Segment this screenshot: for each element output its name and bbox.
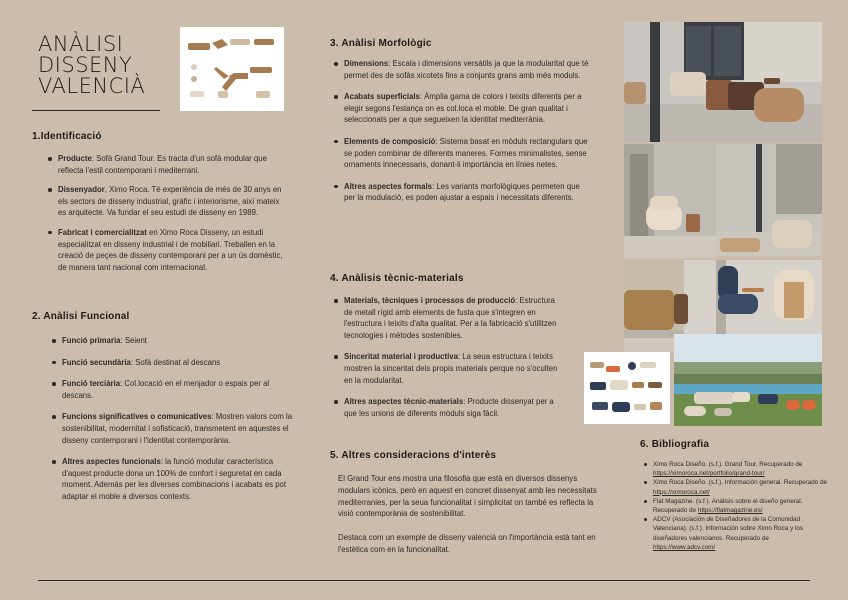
bibliography-link[interactable]: https://ximoroca.net/portfolio/grand-tour/ xyxy=(653,470,765,478)
title-line-2: DISSENY xyxy=(38,53,133,77)
section-funcional-heading: 2. Anàlisi Funcional xyxy=(32,311,130,322)
list-item: Funcions significatives o comunicatives: Mostren valors com la sostenibilitat, modernitat i sofisticació, transmetent en aquestes el disseny contemporani i l'identitat contemporània. xyxy=(52,411,294,446)
list-item: Elements de composició: Sistema basat en mòduls rectangulars que se poden combinar de diferents maneres. Formes minimalistes, sense ornaments innecessaris, donant-li importància en línies netes. xyxy=(334,136,592,171)
list-item: Ximo Roca Diseño. (s.f.). Grand Tour. Recuperado de https://ximoroca.net/portfolio/grand-tour/ xyxy=(644,460,830,478)
list-item: Acabats superficials: Àmplia gama de colors i teixits diferents per a elegir segons l'estança on es col.loca el moble. De gran qualitat i seleccionats per a que segueixen la identitat mediterrània. xyxy=(334,91,592,126)
list-item: Funció secundària: Sofà destinat al descans xyxy=(52,357,294,369)
section-identificacio-heading: 1.Identificació xyxy=(32,131,102,142)
consideracions-paragraph-1: El Grand Tour ens mostra una filosofia que està en diversos dissenys modulars icònics, però en aquest en concret dissenyat amb les necessitats mediterranies, per la seua funcionalitat i simplicitat on també es reflecta la visió contemporània de sostenibilitat. xyxy=(338,474,597,519)
list-item: Funció primaria: Seient xyxy=(52,335,294,347)
title-divider xyxy=(32,110,160,111)
list-item: Materials, tècniques i processos de producció: Estructura de metall rígid amb elements de fusta que s'integren en l'estructura i teixits d'alta qualitat. Per a la fabricació s'utilitzen tecnologies i mètodes sostenibles. xyxy=(334,295,564,341)
bibliografia-list xyxy=(644,460,830,552)
armchair-photo xyxy=(624,144,716,258)
fabric-samples-image xyxy=(584,352,670,424)
consideracions-paragraph-2: Destaca com un exemple de disseny valencià on l'importància està tant en l'estètica com en la funcionalitat. xyxy=(338,533,596,554)
bibliography-link[interactable]: https://flatmagazine.es/ xyxy=(697,507,763,515)
title-line-1: ANÀLISI xyxy=(38,32,124,56)
section-morfologic-list xyxy=(334,58,592,204)
title-line-3: VALENCIÀ xyxy=(38,74,146,98)
list-item: Flat Magazine. (s.f.). Análisis sobre el diseño general. Recuperado de https://flatmagazine.es/ xyxy=(644,497,830,515)
footer-divider xyxy=(38,580,810,581)
list-item: Fabricat i comercialitzat en Ximo Roca Disseny, un estudi especialitzat en disseny industrial i de mobiliari. Treballen en la creació de peçes de disseny contemporani per a un ús domèstic, de manera tant nacional com internacional. xyxy=(48,227,288,273)
section-funcional-list xyxy=(52,335,294,503)
section-morfologic-heading: 3. Anàlisi Morfològic xyxy=(330,38,432,49)
section-consideracions-heading: 5. Altres consideracions d'interès xyxy=(330,450,497,461)
list-item: Funció terciària: Col.locació en el menjador o espais per al descans. xyxy=(52,378,294,401)
sofa-loft-photo xyxy=(624,22,822,142)
list-item: Altres aspectes formals: Les variants morfològiques permeten que per la modulació, es poden ajustar a espais i necessitats diferents. xyxy=(334,181,592,204)
sofa-interior-photo xyxy=(716,144,822,256)
bibliography-link[interactable]: https://www.adcv.com/ xyxy=(653,543,716,551)
section-identificacio-list xyxy=(48,153,288,273)
section-tecnic-heading: 4. Anàlisis tècnic-materials xyxy=(330,273,464,284)
list-item: Altres aspectes funcionals: la funció modular característica d'aquest producte dona un 100% de confort i seguretat en cada moment. Además per les diverses combinacions i acabats es pot adaptar el moble a diversos contexts. xyxy=(52,456,294,502)
list-item: Producte: Sofà Grand Tour. Es tracta d'un sofà modular que reflecta l'estil contemporani i mediterrani. xyxy=(48,153,288,176)
list-item: Sinceritat material i productiva: La seua estructura i teixits mostren la sinceritat dels propis materials perque no s'oculten en la modularitat. xyxy=(334,351,564,386)
list-item: Dimensions: Escala i dimensions versàtils ja que la modularitat que té permet des de sofàs xicotets fins a conjunts grans amb més moduls. xyxy=(334,58,592,81)
list-item: Dissenyador, Ximo Roca. Té experiència de més de 30 anys en els sectors de disseny industrial, gràfic i interiorisme, així mateix es arquitecte. Va fundar el seu estudi de disseny en 1989. xyxy=(48,184,288,219)
page-title xyxy=(38,34,178,97)
section-tecnic-list xyxy=(334,295,564,419)
section-bibliografia-heading: 6. Bibliografia xyxy=(640,439,710,450)
list-item: Ximo Roca Diseño. (s.f.). Información general. Recuperado de https://ximoroca.net/ xyxy=(644,478,830,496)
list-item: Altres aspectes tècnic-materials: Producte dissenyat per a que les unions de diferents mòduls siga fàcil. xyxy=(334,396,564,419)
outdoor-pool-photo xyxy=(674,334,822,426)
modules-plan-image xyxy=(180,27,284,111)
bibliography-link[interactable]: https://ximoroca.net/ xyxy=(653,488,710,496)
list-item: ADCV (Asociación de Diseñadores de la Comunidad Valenciana). (s.f.). Información sobre Ximo Roca y los diseñadores valencianos. Recuperado de https://www.adcv.com/ xyxy=(644,515,830,552)
